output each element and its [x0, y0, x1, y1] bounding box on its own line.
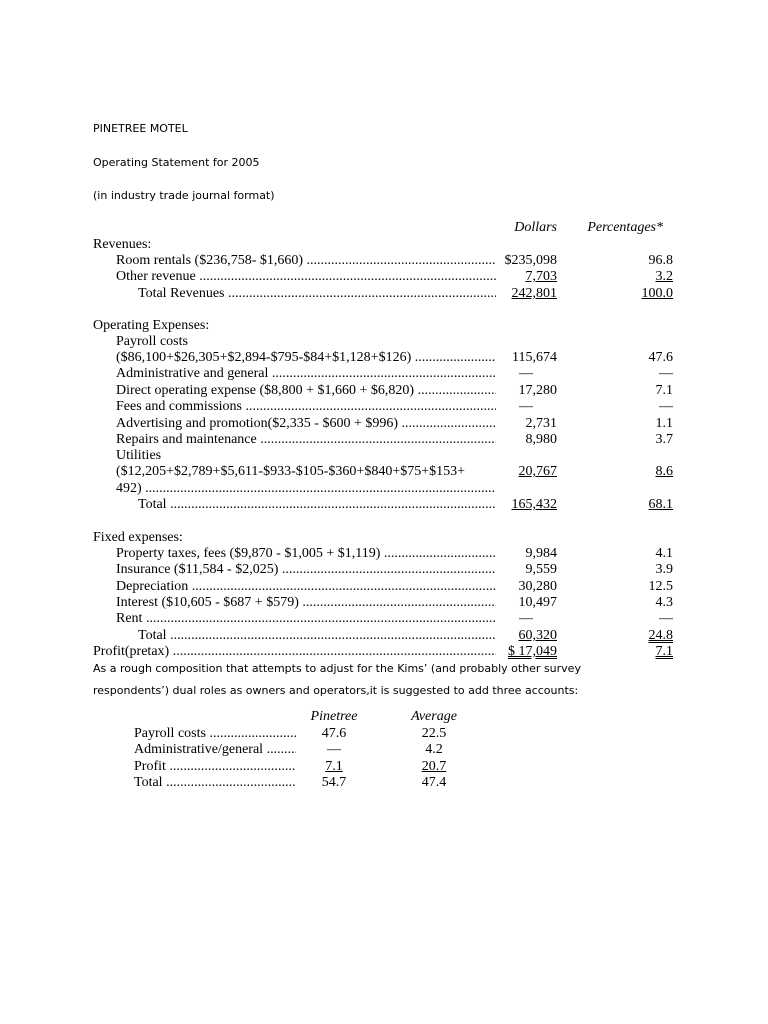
comparison-row [134, 726, 464, 742]
statement-row [93, 432, 673, 448]
row-label: Interest ($10,605 - $687 + $579) ..... [116, 595, 496, 611]
row-dollars: 17,280 [518, 383, 557, 398]
comparison-row [134, 759, 464, 775]
statement-row [93, 464, 673, 480]
row-pct: 3.2 [655, 269, 673, 284]
row-dollars: 2,731 [525, 416, 557, 431]
row-label: Direct operating expense ($8,800 + $1,660 + $6,820) ..... [116, 383, 496, 399]
row-label: Total Revenues ..... [138, 286, 496, 302]
statement-row [93, 416, 673, 432]
utilities-heading [93, 448, 673, 464]
statement-row-total [93, 497, 673, 513]
row-pct: 3.7 [655, 432, 673, 447]
fixed-expenses-heading [93, 530, 673, 546]
pinetree-value: — [327, 742, 341, 757]
pinetree-heading: Pinetree [310, 709, 358, 724]
row-dollars: — [519, 366, 533, 381]
operating-expenses-heading-label: Operating Expenses: [93, 318, 210, 333]
comparison-label: Payroll costs ..... [134, 726, 296, 742]
row-dollars: 30,280 [518, 579, 557, 594]
average-value: 20.7 [421, 759, 447, 774]
profit-row [93, 644, 673, 660]
row-dollars: 7,703 [525, 269, 557, 284]
note-line-2: respondents’) dual roles as owners and operators,it is suggested to add three accounts: [93, 684, 579, 697]
statement-row [93, 399, 673, 415]
row-dollars: — [519, 399, 533, 414]
comparison-header [134, 709, 464, 725]
statement-row [93, 383, 673, 399]
statement-row-total [93, 286, 673, 302]
format-note: (in industry trade journal format) [93, 189, 275, 202]
pinetree-value: 7.1 [325, 759, 343, 774]
row-dollars: 115,674 [512, 350, 557, 365]
average-value: 47.4 [421, 775, 447, 790]
row-dollars: $ 17,049 [508, 644, 557, 659]
row-pct: 96.8 [648, 253, 673, 268]
row-label: Depreciation ..... [116, 579, 496, 595]
column-headings [93, 220, 673, 236]
average-heading: Average [411, 709, 457, 724]
statement-row [93, 562, 673, 578]
note-line-1: As a rough composition that attempts to adjust for the Kims’ (and probably other survey [93, 662, 581, 675]
comparison-row [134, 775, 464, 791]
row-label: Insurance ($11,584 - $2,025) ..... [116, 562, 496, 578]
pinetree-value: 54.7 [321, 775, 347, 790]
comparison-label: Administrative/general ..... [134, 742, 296, 758]
pinetree-value: 47.6 [321, 726, 347, 741]
row-pct: 12.5 [648, 579, 673, 594]
row-label: 492) ..... [116, 481, 496, 497]
row-label: Room rentals ($236,758- $1,660) ..... [116, 253, 496, 269]
utilities-formula: ($12,205+$2,789+$5,611-$933-$105-$360+$840+$75+$153+ [116, 464, 466, 479]
row-label: Profit(pretax) ..... [93, 644, 496, 660]
row-pct: 100.0 [641, 286, 673, 301]
statement-row [93, 269, 673, 285]
dollars-heading: Dollars [514, 220, 557, 235]
row-dollars: 242,801 [511, 286, 557, 301]
revenues-heading [93, 237, 673, 253]
row-pct: 47.6 [648, 350, 673, 365]
row-pct: 8.6 [655, 464, 673, 479]
row-dollars: 9,984 [525, 546, 557, 561]
row-pct: 3.9 [655, 562, 673, 577]
statement-row [93, 366, 673, 382]
row-label: Fees and commissions ..... [116, 399, 496, 415]
statement-row [93, 481, 673, 497]
row-label: ($86,100+$26,305+$2,894-$795-$84+$1,128+$126) ..... [116, 350, 496, 366]
statement-row [93, 253, 673, 269]
statement-row [93, 595, 673, 611]
row-pct: 4.3 [655, 595, 673, 610]
row-label: Total ..... [138, 628, 496, 644]
row-label: Other revenue ..... [116, 269, 496, 285]
statement-row [93, 579, 673, 595]
row-dollars: 60,320 [518, 628, 557, 643]
company-name: PINETREE MOTEL [93, 122, 188, 135]
row-dollars: — [519, 611, 533, 626]
average-value: 22.5 [421, 726, 447, 741]
revenues-heading-label: Revenues: [93, 237, 152, 252]
row-pct: 24.8 [648, 628, 673, 643]
row-dollars: 8,980 [525, 432, 557, 447]
operating-expenses-heading [93, 318, 673, 334]
average-value: 4.2 [425, 742, 443, 757]
row-dollars: $235,098 [504, 253, 557, 268]
row-label: Property taxes, fees ($9,870 - $1,005 + $1,119) ..... [116, 546, 496, 562]
row-pct: 68.1 [648, 497, 673, 512]
statement-title: Operating Statement for 2005 [93, 156, 260, 169]
statement-row [93, 350, 673, 366]
row-label: Repairs and maintenance ..... [116, 432, 496, 448]
row-label: Advertising and promotion($2,335 - $600 + $996) ..... [116, 416, 496, 432]
row-dollars: 10,497 [518, 595, 557, 610]
comparison-label: Total ..... [134, 775, 296, 791]
row-pct: 7.1 [655, 383, 673, 398]
comparison-label: Profit ..... [134, 759, 296, 775]
payroll-heading [93, 334, 673, 350]
utilities-heading-label: Utilities [116, 448, 162, 463]
percentages-heading: Percentages* [587, 220, 663, 235]
row-pct: — [659, 399, 673, 414]
row-pct: 1.1 [655, 416, 673, 431]
comparison-row [134, 742, 464, 758]
row-label: Administrative and general ..... [116, 366, 496, 382]
row-pct: — [659, 611, 673, 626]
row-dollars: 165,432 [511, 497, 557, 512]
row-pct: 7.1 [655, 644, 673, 659]
row-pct: — [659, 366, 673, 381]
payroll-heading-label: Payroll costs [116, 334, 188, 349]
fixed-expenses-heading-label: Fixed expenses: [93, 530, 183, 545]
row-pct: 4.1 [655, 546, 673, 561]
row-dollars: 20,767 [518, 464, 557, 479]
row-dollars: 9,559 [525, 562, 557, 577]
row-label: Rent ..... [116, 611, 496, 627]
statement-row [93, 611, 673, 627]
statement-row [93, 546, 673, 562]
row-label: Total ..... [138, 497, 496, 513]
statement-row-total [93, 628, 673, 644]
